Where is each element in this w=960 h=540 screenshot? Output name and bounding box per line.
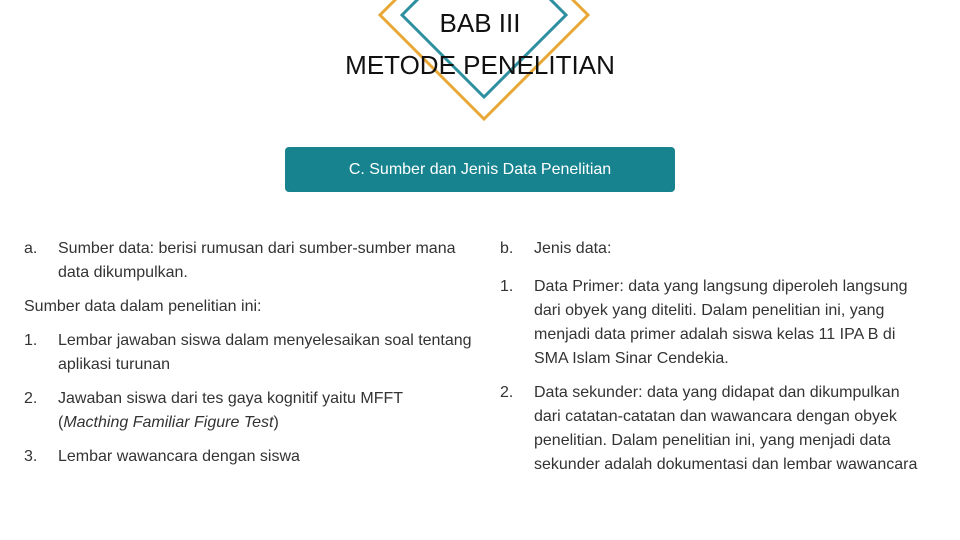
- list-item: [24, 445, 474, 469]
- left-column: [24, 237, 474, 479]
- list-item-a: [24, 237, 474, 285]
- right-column: [500, 237, 930, 487]
- list-marker: 2.: [24, 390, 38, 407]
- text-before: Jawaban siswa dari tes gaya kognitif yaitu MFFT (: [58, 390, 403, 431]
- list-item-b: [500, 237, 930, 261]
- list-text: [58, 387, 474, 435]
- intro-paragraph: Sumber data dalam penelitian ini:: [24, 298, 262, 315]
- italic-term: Macthing Familiar Figure Test: [63, 414, 274, 431]
- list-item: [24, 329, 474, 377]
- list-item: [500, 381, 930, 477]
- list-item: [500, 275, 930, 371]
- page-title-line2: METODE PENELITIAN: [345, 50, 615, 80]
- list-marker: b.: [500, 240, 514, 257]
- list-text: Sumber data: berisi rumusan dari sumber-sumber mana data dikumpulkan.: [58, 240, 456, 281]
- list-text: Data sekunder: data yang didapat dan dikumpulkan dari catatan-catatan dan wawancara dengan obyek penelitian. Dalam penelitian ini, yang menjadi data sekunder adalah dokumentasi dan lembar wawancara: [534, 384, 918, 473]
- list-item: [24, 387, 474, 435]
- list-marker: 2.: [500, 384, 514, 401]
- list-text: Data Primer: data yang langsung diperoleh langsung dari obyek yang diteliti. Dalam penelitian ini, yang menjadi data primer adalah siswa kelas 11 IPA B di SMA Islam Sinar Cendekia.: [534, 278, 908, 367]
- list-marker: a.: [24, 240, 38, 257]
- text-after: ): [273, 414, 279, 431]
- page-title-line1: BAB III: [439, 8, 521, 38]
- list-marker: 1.: [500, 278, 514, 295]
- list-text: Lembar jawaban siswa dalam menyelesaikan soal tentang aplikasi turunan: [58, 332, 472, 373]
- list-text: Jenis data:: [534, 240, 612, 257]
- list-marker: 3.: [24, 448, 38, 465]
- list-marker: 1.: [24, 332, 38, 349]
- section-banner: C. Sumber dan Jenis Data Penelitian: [285, 147, 675, 192]
- list-text: Lembar wawancara dengan siswa: [58, 448, 300, 465]
